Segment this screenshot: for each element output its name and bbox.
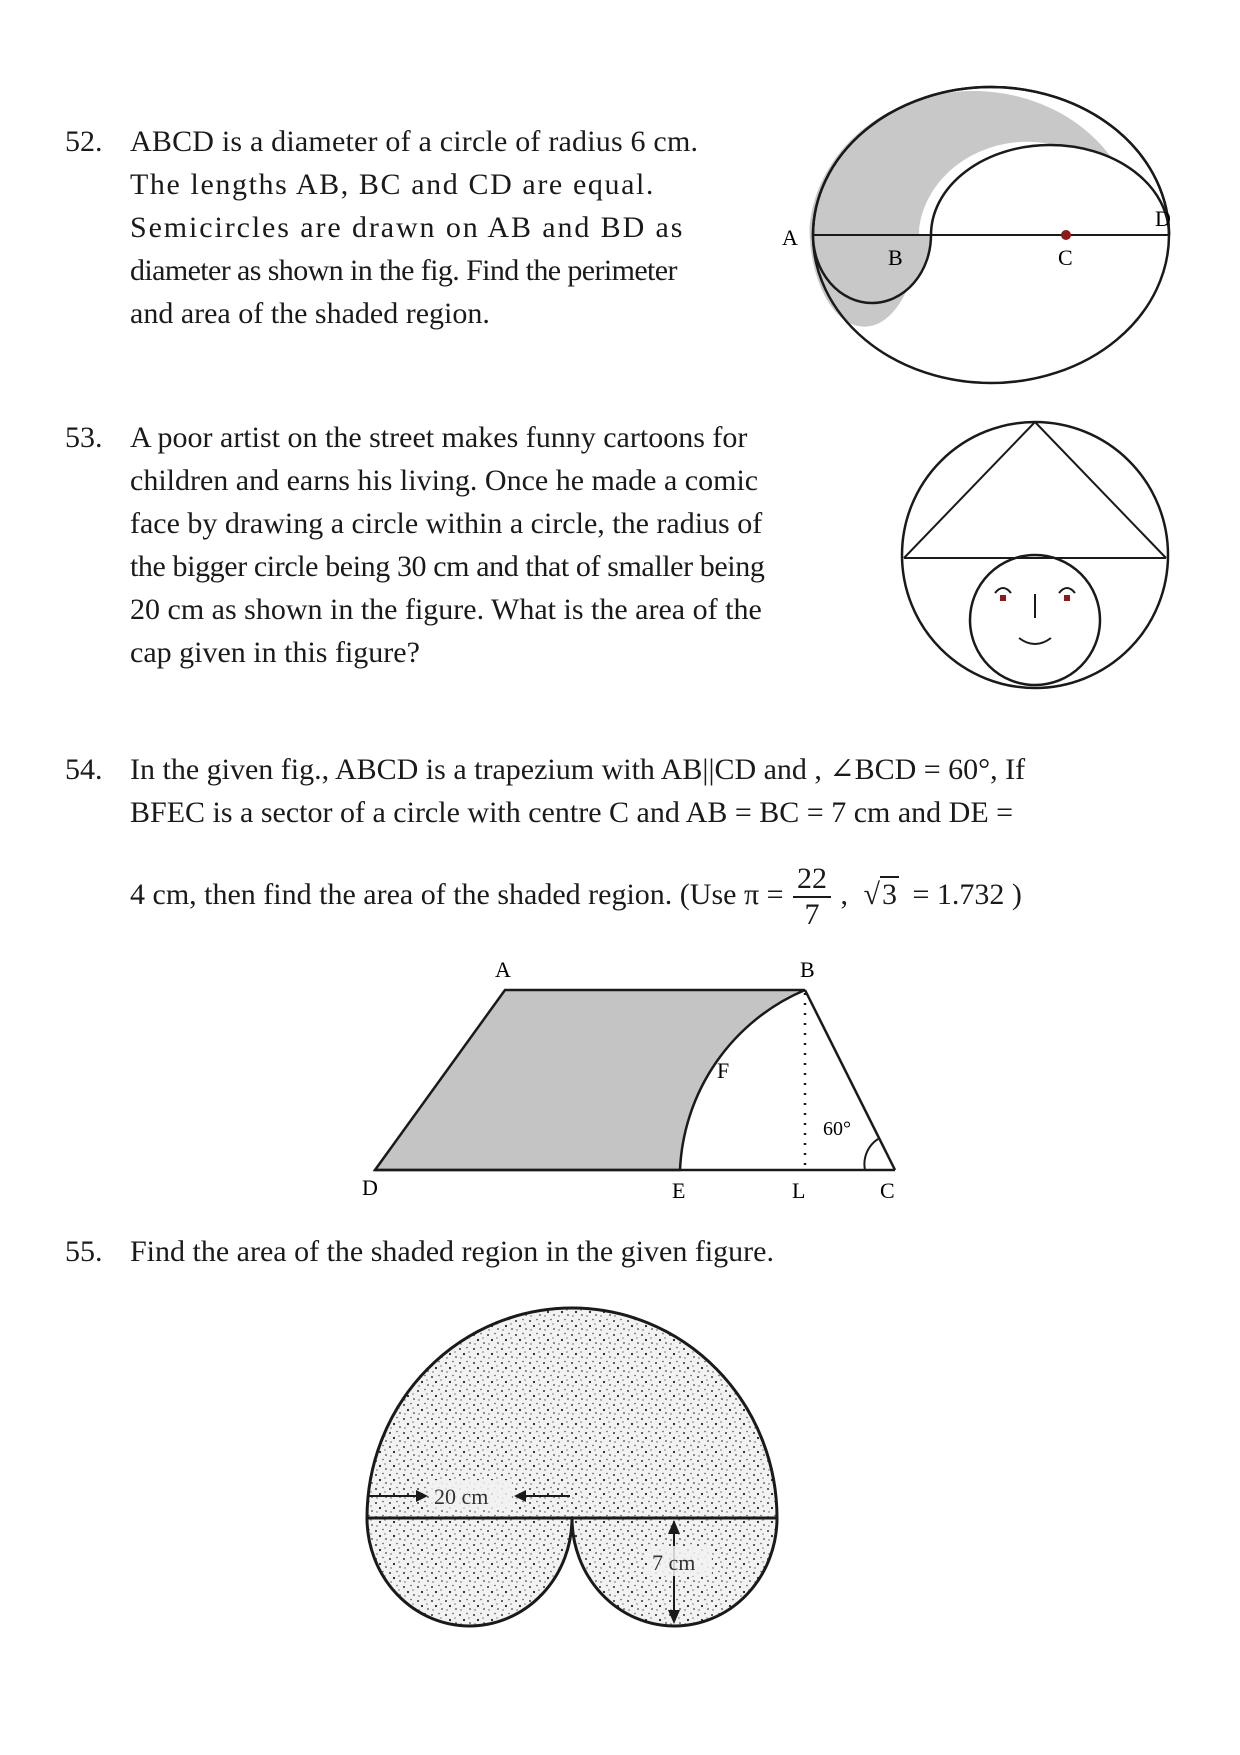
question-53 [65,416,865,686]
label-b: B [800,957,815,982]
text-line [130,862,1025,932]
label-e: E [672,1178,686,1203]
width-label: 20 cm [434,1484,489,1509]
text-line: the bigger circle being 30 cm and that of smaller being [130,550,765,583]
question-54 [65,748,1185,948]
right-eye-icon [1059,588,1075,593]
left-eye-icon [995,588,1011,593]
question-number: 54. [65,753,103,786]
label-angle: 60° [823,1118,851,1140]
label-a: A [782,225,798,250]
left-pupil [1000,595,1006,601]
left-small-semicircle [367,1518,572,1626]
question-text [130,120,698,335]
shaded-region [375,990,805,1170]
question-text [130,416,764,674]
label-c: C [880,1178,895,1203]
text-line: The lengths AB, BC and CD are equal. [130,168,656,201]
question-number: 55. [65,1235,103,1268]
text-line: Semicircles are drawn on AB and BD as [130,211,685,244]
text-line: 20 cm as shown in the figure. What is the area of the [130,593,762,626]
figure-52 [782,95,1190,395]
text-line: ABCD is a diameter of a circle of radius 6 cm. [130,125,699,158]
figure-54 [350,955,910,1215]
text-line: A poor artist on the street makes funny cartoons for [130,421,748,454]
text-line: and area of the shaded region. [130,297,490,330]
mouth [1019,638,1051,644]
separator: , [840,877,849,911]
text-line: Find the area of the shaded region in the given figure. [130,1235,774,1268]
question-55 [65,1230,1065,1275]
label-b: B [888,245,903,270]
text-segment: 4 cm, then find the area of the shaded region. (Use π = [130,877,784,911]
big-semicircle [367,1308,777,1518]
figure-53 [895,418,1175,693]
semicircle-bd [931,145,1169,235]
text-line: In the given fig., ABCD is a trapezium with AB||CD and , ∠BCD = 60°, If [130,753,1026,786]
text-line: face by drawing a circle within a circle, the radius of [130,507,763,540]
sqrt-symbol: √ [863,877,880,911]
question-52 [65,120,765,340]
cap-left-side [904,422,1035,558]
label-d: D [362,1175,378,1200]
sqrt-value: 3 [881,877,897,911]
text-line: children and earns his living. Once he made a comic [130,464,759,497]
angle-arc [864,1139,878,1170]
label-d: D [1155,206,1171,231]
text-line: cap given in this figure? [130,636,420,669]
text-line: BFEC is a sector of a circle with centre C and AB = BC = 7 cm and DE = [130,796,1014,829]
height-label: 7 cm [652,1550,696,1575]
text-line: diameter as shown in the fig. Find the perimeter [130,254,677,287]
label-l: L [792,1178,806,1203]
figure-55 [360,1290,840,1650]
center-dot [1061,230,1071,240]
face-circle [970,555,1100,685]
question-text [130,748,1025,932]
fraction-22-7: $\frac{22}{7}$ [793,862,831,932]
right-pupil [1064,595,1070,601]
cap-right-side [1035,422,1166,558]
label-f: F [717,1058,730,1083]
question-number: 52. [65,125,103,158]
label-a: A [495,957,511,982]
side-bc [805,990,895,1170]
question-text [130,1230,774,1273]
question-number: 53. [65,421,103,454]
label-c: C [1058,245,1073,270]
text-segment: = 1.732 ) [912,877,1022,911]
